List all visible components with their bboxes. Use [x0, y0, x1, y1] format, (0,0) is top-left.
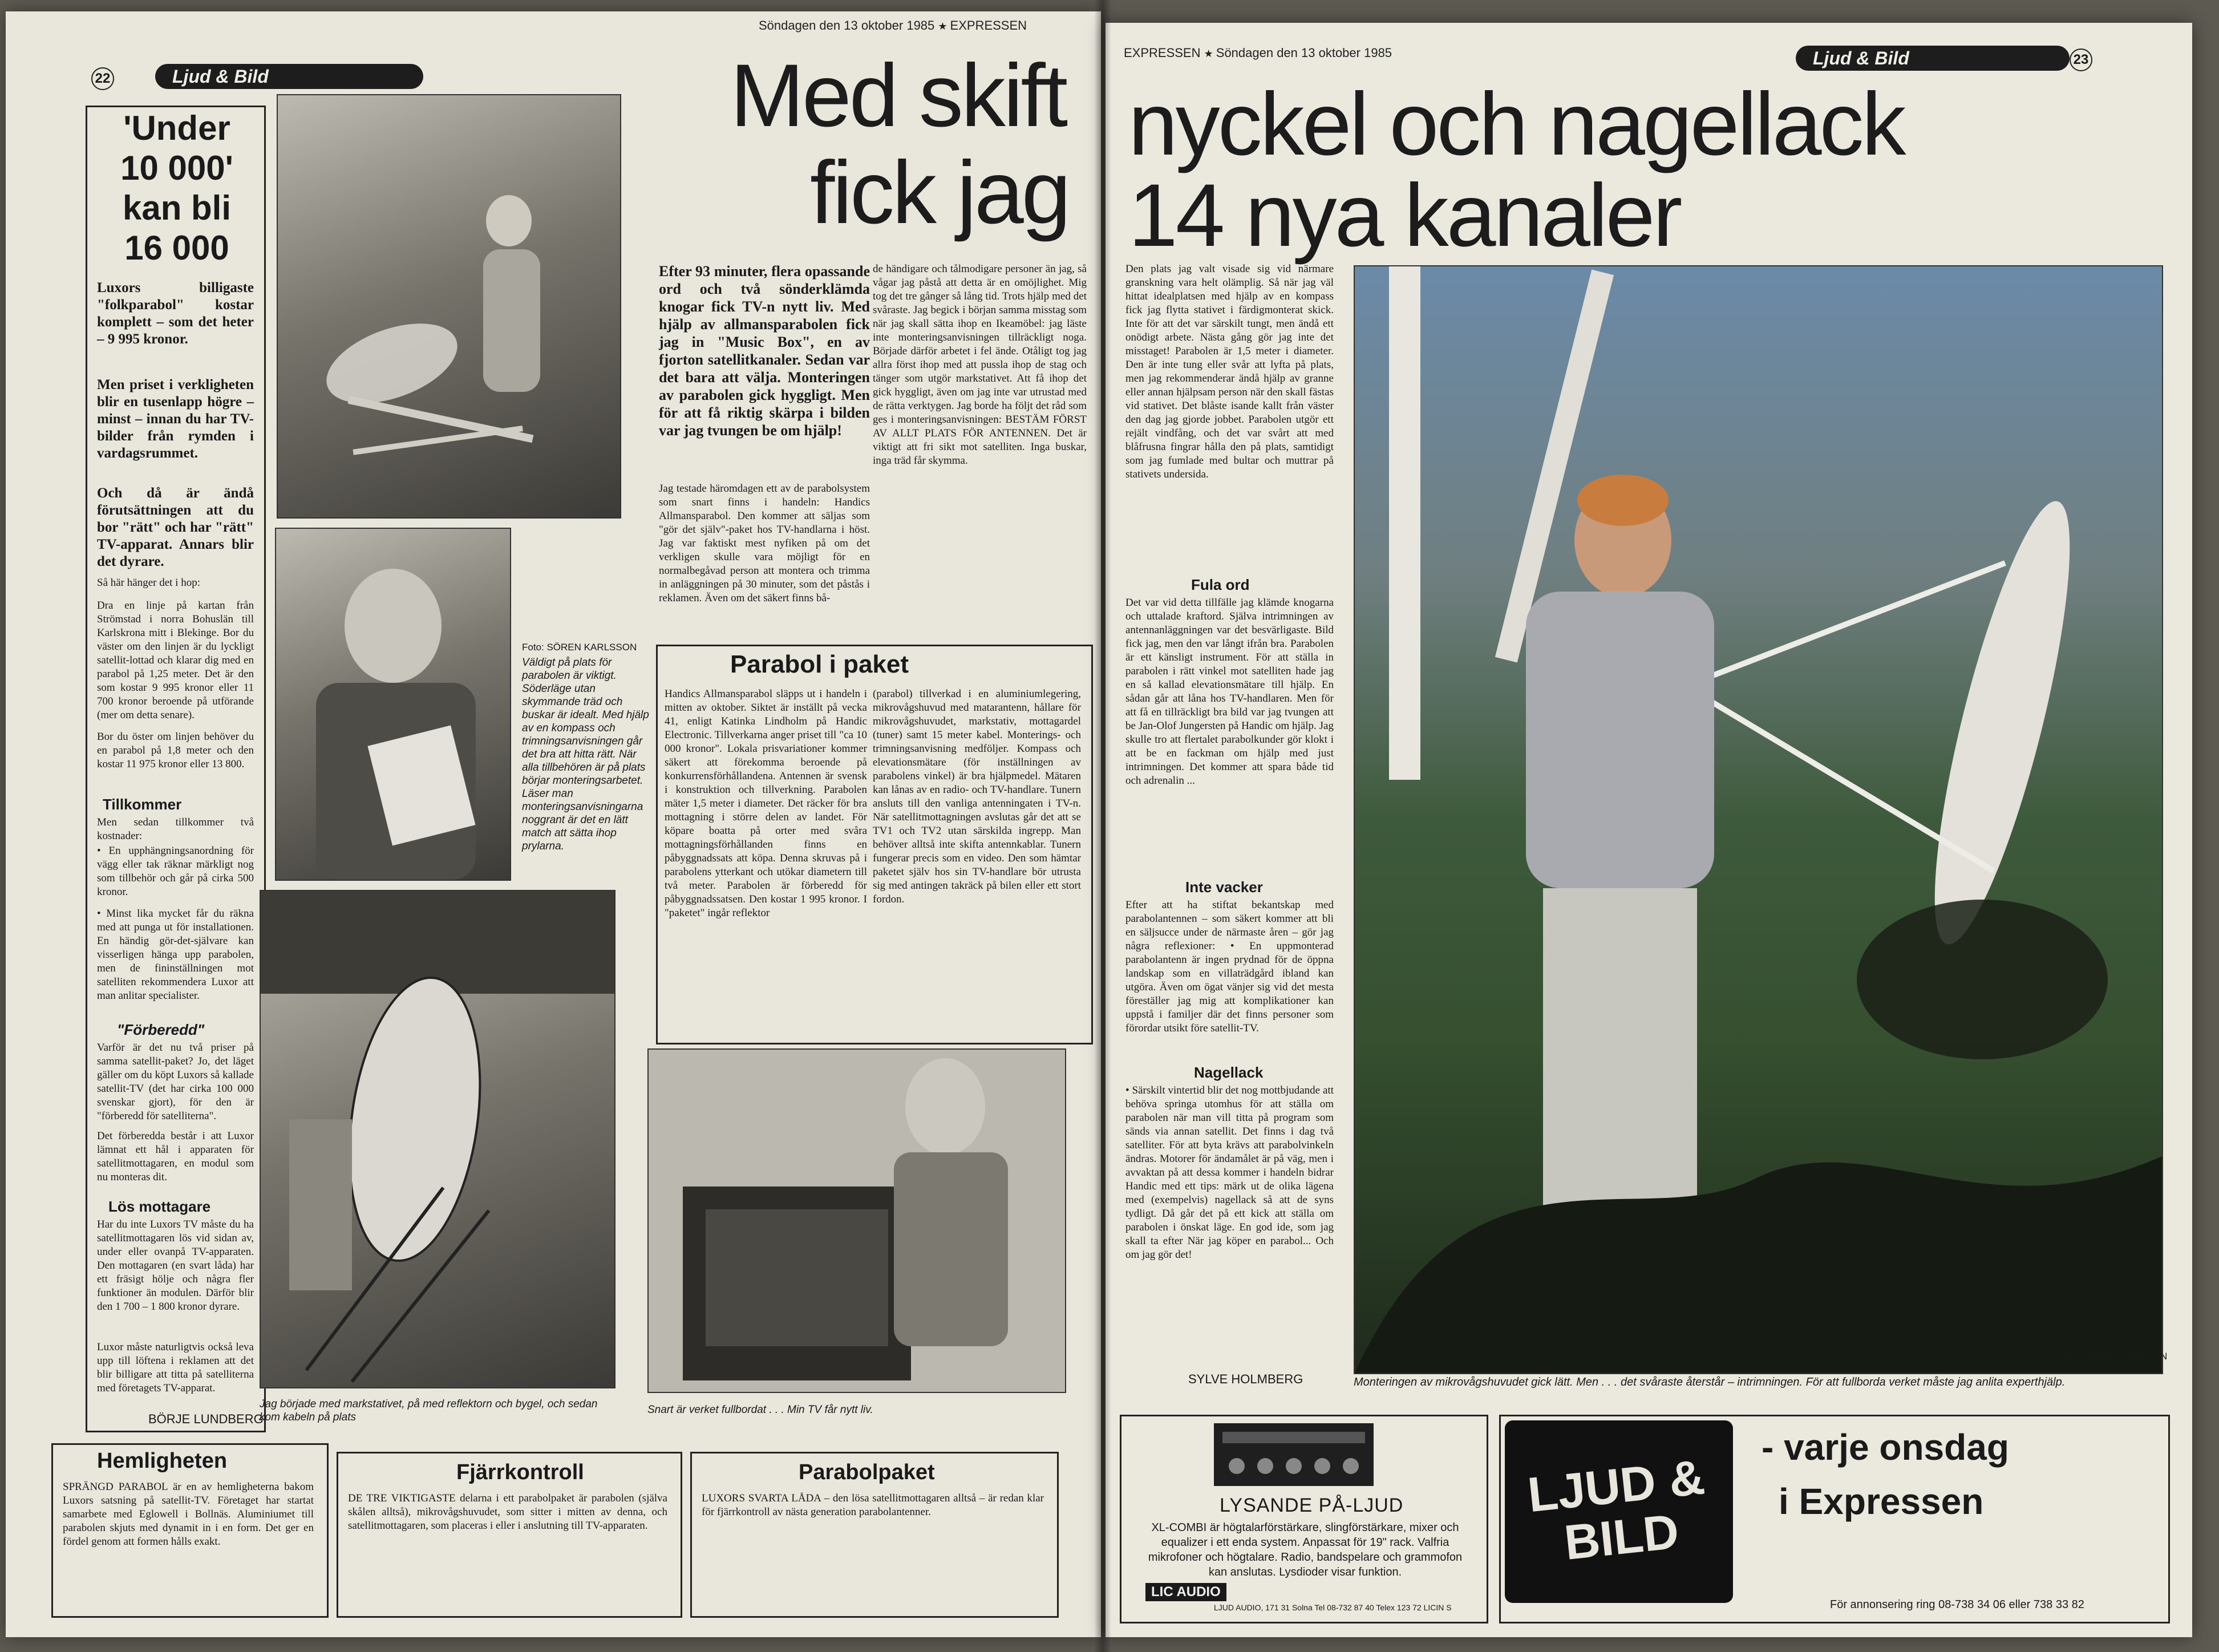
- photo-caption-mounting: Jag började med markstativet, på med reflektorn och bygel, och sedan kom kabeln på plats: [260, 1398, 598, 1423]
- photo-assembly-stand: [277, 94, 621, 519]
- ad-lic-title: LYSANDE PÅ-LJUD: [1220, 1495, 1404, 1516]
- sidebar-p7: • En upphängningsanordning för vägg eller tak räknar märkligt nog som tillbehör och går på cirka 500 kronor.: [97, 845, 254, 898]
- ad-lic-brand: LIC AUDIO: [1145, 1583, 1226, 1601]
- man-with-dish-illustration: [1355, 266, 2162, 1373]
- story-intro: Efter 93 minuter, flera opassande ord och två sönderklämda knogar fick TV-n nytt liv. Med hjälp av allmansparabolen fick jag in "Music Box", en av fjorton satellitkanaler. Sedan var det bara att välja. Monteringen av parabolen gick hyggligt. Men för att få riktig skärpa i bilden var jag tvungen be om hjälp!: [659, 263, 870, 439]
- sidebar-p10: Det förberedda består i att Luxor lämnat ett hål i apparaten för satellitmottagaren, en modul som nu monteras dit.: [97, 1130, 254, 1183]
- right-page: [1106, 23, 2192, 1637]
- sidebar-sub-los-mottagare: Lös mottagare: [108, 1198, 211, 1215]
- photo-credit-left: Foto: SÖREN KARLSSON: [522, 642, 637, 653]
- header-paper-text-right: EXPRESSEN: [1124, 46, 1201, 60]
- bottom-box-parabolpaket-title: Parabolpaket: [799, 1460, 935, 1484]
- photo-credit-right: Foto: SÖREN KARLSSON: [2052, 1351, 2168, 1362]
- amplifier-icon: [1214, 1423, 1374, 1492]
- photo-caption-compass: Väldigt på plats för parabolen är viktigt. Söderläge utan skymmande träd och buskar är idealt. Med hjälp av en kompass och trimningsanvisningen går det bra att hitta rätt. När alla tillbehören är på plats börjar monteringsarbetet. Läser man monteringsanvisningarna noggrant är det en lätt match att sätta ihop prylarna.: [522, 657, 649, 852]
- ad-lic-footer: LJUD AUDIO, 171 31 Solna Tel 08-732 87 40 Telex 123 72 LICIN S: [1214, 1603, 1452, 1612]
- star-icon: ★: [1204, 48, 1216, 59]
- ad-tagline-1: - varje onsdag: [1762, 1427, 2009, 1468]
- story-right-4: • Särskilt vintertid blir det nog mottbjudande att behöva springa utomhus för att ställa om parabolen när man vill titta på program som sänds via annan satellit. Det finns i dag två satelliter. För att byta krävs att parabolvinkeln ändras. Motorer för ändamålet är på väg, men i avvaktan på att dessa kommer i handeln bidrar Handic med ett tips: märk ut de olika lägena med (exempelvis) nagellack så att de syns tydligt. Då går det på ett kick att ställa om parabolen i önskat läge. En god ide, som jag skall ta efter När jag köper en parabol... Och om jag gör det!: [1125, 1084, 1334, 1261]
- story-right-1: Den plats jag valt visade sig vid närmare granskning vara helt olämplig. Så när jag väl hittat idealplatsen med hjälp av en kompass fick jag flytta stativet i färdigmonterat skick. Inte för att det var särskilt tungt, men ändå ett onödigt arbete. Nästa gång gör jag inte det misstaget! Parabolen är 1,5 meter i diameter. Den är inte tung eller svår att lyfta på plats, men jag rekommenderar ändå hjälp av granne eller annan hjälpsam person när den skall fästas vid stativet. Det blåste isande kallt från väster den dag jag gjorde jobbet. Parabolen utgör ett rejält vindfång, och det var svårt att med blåfrusna fingrar hålla den på plats, samtidigt som jag fumlade med bultar och muttrar på stativets undersida.: [1125, 263, 1334, 480]
- page-gutter: [1094, 0, 1111, 1652]
- ad-ljud-bild-logo: LJUD & BILD: [1525, 1449, 1707, 1570]
- sidebar-p1: Men priset i verkligheten blir en tusenlapp högre – minst – innan du har TV-bilder från rymden i vardagsrummet.: [97, 377, 254, 461]
- ad-tagline-2: i Expressen: [1779, 1481, 1984, 1522]
- photo-man-with-dish: [1354, 265, 2163, 1374]
- sidebar-p3: Så här hänger det i hop:: [97, 577, 200, 589]
- headline-right: nyckel och nagellack: [1128, 75, 1904, 174]
- header-date-left: [759, 18, 1027, 33]
- parabolic-dish-illustration: [261, 891, 614, 1387]
- sidebar-title: 'Under 10 000' kan bli 16 000: [120, 109, 233, 267]
- header-date-text: Söndagen den 13 oktober 1985: [759, 18, 935, 33]
- sidebar-lead: Luxors billigaste "folkparabol" kostar komplett – som det heter – 9 995 kronor.: [97, 280, 254, 347]
- ad-lic-text: XL-COMBI är högtalarförstärkare, slingförstärkare, mixer och equalizer i ett enda system. Anpassat för 19" rack. Valfria mikrofoner och högtalare. Radio, bandspelare och grammofon kan anslutas. Lysdioder visar funktion.: [1148, 1521, 1463, 1578]
- headline-left: Med skift: [730, 46, 1066, 145]
- sub-nagellack: Nagellack: [1194, 1064, 1264, 1081]
- bottom-box-fjarrkontroll-title: Fjärrkontroll: [456, 1460, 584, 1484]
- left-page: [6, 11, 1101, 1637]
- subheadline-left: fick jag: [810, 143, 1069, 242]
- bottom-box-hemligheten-title: Hemligheten: [97, 1449, 228, 1473]
- subheadline-right: 14 nya kanaler: [1128, 166, 1681, 265]
- sidebar-p12: Luxor måste naturligtvis också leva upp till löftena i reklamen att det blir billigare att titta på satelliterna med företagets TV-apparat.: [97, 1341, 254, 1394]
- byline-right: SYLVE HOLMBERG: [1188, 1372, 1303, 1386]
- story-column-1: Jag testade häromdagen ett av de parabolsystem som snart finns i handeln: Handics Allmansparabol. Den kommer att säljas som "gör det själv"-paket hos TV-handlarna i höst. Jag var faktiskt mest nyfiken på om det verkligen skulle vara möjligt för en normalbegåvad person att montera och trimma in anläggningen på 30 minuter, som det påstås i reklamen. Även om det säkert finns bå-: [659, 483, 870, 604]
- story-right-3: Efter att ha stiftat bekantskap med parabolantennen – som säkert kommer att bli en säljsucce under de närmaste åren – gör jag några reflexioner: • En uppmonterad parabolantenn är ingen prydnad för de öppna landskap som en villaträdgård ibland kan utgöra. Även om ögat vänjer sig vid det mesta föreställer jag mig att komplikationer kan uppstå i familjer där det finns personer som förordar utsikt före satellit-TV.: [1125, 899, 1334, 1034]
- page-number-left: 22: [91, 67, 114, 90]
- photo-compass: [275, 528, 511, 881]
- box-parabol-col2: (parabol) tillverkad i en aluminiumlegering, mikrovågshuvud med matarantenn, hållare för mikrovågshuvudet, markstativ, mottagardel (tuner) samt 15 meter kabel. Monterings- och trimningsanvisning medföljer. Kompass och elevationsmätare (för inställningen av parabolens vinkel) är bra hjälpmedel. Mätaren kan lånas av en radio- och TV-handlare. Tunern ansluts till den vanliga antenningaten i TV-n. När satellitmottagningen avslutas går det att se TV1 och TV2 utan särskilda ingrepp. Man behöver alltså inte skifta antennkablar. Tunern fungerar precis som en video. Den som hämtar paketet själv hos sin TV-handlare bör utrusta sig med antingen takräck på bilen eller ett stort fordon.: [873, 688, 1081, 905]
- sub-fula-ord: Fula ord: [1191, 576, 1250, 593]
- photo-dish-mounting: [260, 890, 616, 1388]
- satellite-dish-illustration: [278, 95, 620, 517]
- sidebar-sub-tillkommer: Tillkommer: [103, 796, 182, 813]
- sidebar-sub-forberedd: "Förberedd": [117, 1021, 205, 1038]
- story-right-2: Det var vid detta tillfälle jag klämde knogarna och uttalade kraftord. Själva intrimningen av antennanläggningen var det besvärligaste. Bild fick jag, men den var långt ifrån bra. Parabolen är ett känsligt instrument. För att ställa in parabolen i rätt vinkel mot satelliten hade jag en så kallad elevationsmätare till hjälp. En sådan går att låna hos TV-handlaren. Men för att få en tillräckligt bra bild var jag tvungen att be Jan-Olof Jungersten på Handic om hjälp. Jag skulle tro att flertalet parabolkunder gör klokt i att be en fackman om hjälp med just intrimningen. Det kommer att spara både tid och adrenalin ...: [1125, 597, 1334, 787]
- sidebar-byline: BÖRJE LUNDBERG: [148, 1412, 264, 1426]
- header-date-text-right: Söndagen den 13 oktober 1985: [1216, 46, 1392, 60]
- section-banner-left: Ljud & Bild: [155, 64, 423, 89]
- bottom-box-parabolpaket-text: LUXORS SVARTA LÅDA – den lösa satellitmottagaren alltså – är redan klar för fjärrkontroll av nästa generation parabolantenner.: [702, 1492, 1044, 1518]
- story-column-2: de händigare och tålmodigare personer än jag, så vågar jag påstå att detta är en omöjlighet. Mig tog det tre gånger så lång tid. Trots hjälp med det svåraste. Jag begick i början samma misstag som när jag skall sätta ihop en Ikeamöbel: jag läste inte monteringsanvisningen tillräckligt noga. Började därför arbetet i fel ände. Otåligt tog jag allra först ihop med att pussla ihop de stag och tänger som utgör markstativet. Att få ihop det gick hyggligt, även om jag inte var utrustad med de rätta verktygen. Jag borde ha följt det råd som ges i monteringsanvisningen: BESTÄM FÖRST AV ALLT PLATS FÖR ANTENNEN. Det är viktigt att fri sikt mot satelliten. Inga buskar, inga träd får skymma.: [873, 263, 1087, 467]
- star-icon: ★: [938, 21, 950, 32]
- sub-inte-vacker: Inte vacker: [1185, 878, 1263, 896]
- photo-caption-tv: Snart är verket fullbordat . . . Min TV får nytt liv.: [647, 1404, 873, 1416]
- bottom-box-fjarrkontroll-text: DE TRE VIKTIGASTE delarna i ett parabolpaket är parabolen (själva skålen alltså), mikrovågshuvudet, som sitter i mitten av denna, och satellitmottagaren, som placeras i eller i anslutning till TV-apparaten.: [348, 1492, 667, 1532]
- box-parabol-col1: Handics Allmansparabol släpps ut i handeln i mitten av oktober. Siktet är inställt på vecka 41, enligt Katinka Lindholm på Handic Electronic. Tillverkarna anger priset till "ca 10 000 kronor". Lokala prisvariationer kommer säkert att förekomma beroende på konkurrensförhållandena. Antennen är svensk i konstruktion och tillverkning. Parabolen mäter 1,5 meter i diameter. Det räcker för bra mottagning i större delen av landet. För köpare boatta på orter med svåra mottagningsförhållanden finns en påbyggnadssats att köpa. Denna skruvas på i parabolens ytterkant och utökar diametern till två meter. Parabolen är förberedd för påbyggnadssatsen. Den kostar 1 995 kronor. I "paketet" ingår reflektor: [665, 688, 867, 919]
- sidebar-p5: Bor du öster om linjen behöver du en parabol på 1,8 meter och den kostar 11 975 kronor eller 13 800.: [97, 731, 254, 770]
- sidebar-p11: Har du inte Luxors TV måste du ha satellitmottagaren lös vid sidan av, under eller ovanpå TV-apparaten. Den mottagaren (en svart låda) har ett fräsigt hölje och några fler funktioner än modulen. Därför blir den 1 700 – 1 800 kronor dyrare.: [97, 1218, 254, 1313]
- bottom-box-hemligheten-text: SPRÄNGD PARABOL är en av hemligheterna bakom Luxors satsning på satellit-TV. Företaget har startat samarbete med Eglowell i Bollnäs. Aluminiumet till parabolen skjuts med dynamit in i en form. Det ger en fördel genom att formen hålls exakt.: [63, 1481, 314, 1548]
- header-date-right: [1124, 46, 1392, 60]
- ad-ljud-bild-footer: För annonsering ring 08-738 34 06 eller 738 33 82: [1830, 1598, 2084, 1611]
- box-parabol-title: Parabol i paket: [730, 650, 909, 678]
- photo-tv: [647, 1048, 1066, 1393]
- sidebar-p2: Och då är ändå förutsättningen att du bor "rätt" och har "rätt" TV-apparat. Annars blir det dyrare.: [97, 485, 254, 569]
- page-number-right: 23: [2070, 48, 2092, 71]
- section-banner-right: Ljud & Bild: [1796, 46, 2070, 71]
- sidebar-p9: Varför är det nu två priser på samma satellit-paket? Jo, det läget gäller om du köpt Luxors så kallade satellit-TV (det har cirka 100 000 svenskar gjort), för den är "förberedd för satelliterna".: [97, 1042, 254, 1122]
- sidebar-p6: Men sedan tillkommer två kostnader:: [97, 816, 254, 842]
- header-paper-text: EXPRESSEN: [950, 18, 1027, 33]
- sidebar-p4: Dra en linje på kartan från Strömstad i norra Bohuslän till Karlskrona mitt i Blekinge. Bor du väster om den linjen är du lyckligt satellit-lottad och klarar dig med en parabol på 1,25 meter. Det är den som kostar 9 995 kronor eller 11 700 kronor beroende på utförande (mer om detta senare).: [97, 600, 254, 721]
- photo-caption-right: Monteringen av mikrovågshuvudet gick lätt. Men . . . det svåraste återstår – intrimningen. För att fullborda verket måste jag anlita experthjälp.: [1354, 1376, 2066, 1388]
- tv-set-illustration: [649, 1050, 1065, 1392]
- man-with-compass-illustration: [276, 529, 510, 880]
- sidebar-p8: • Minst lika mycket får du räkna med att punga ut för installationen. En händig gör-det-självare kan visserligen hänga upp parabolen, men de fininställningen mot satelliten rekommendera Luxor att man anlitar specialister.: [97, 908, 254, 1002]
